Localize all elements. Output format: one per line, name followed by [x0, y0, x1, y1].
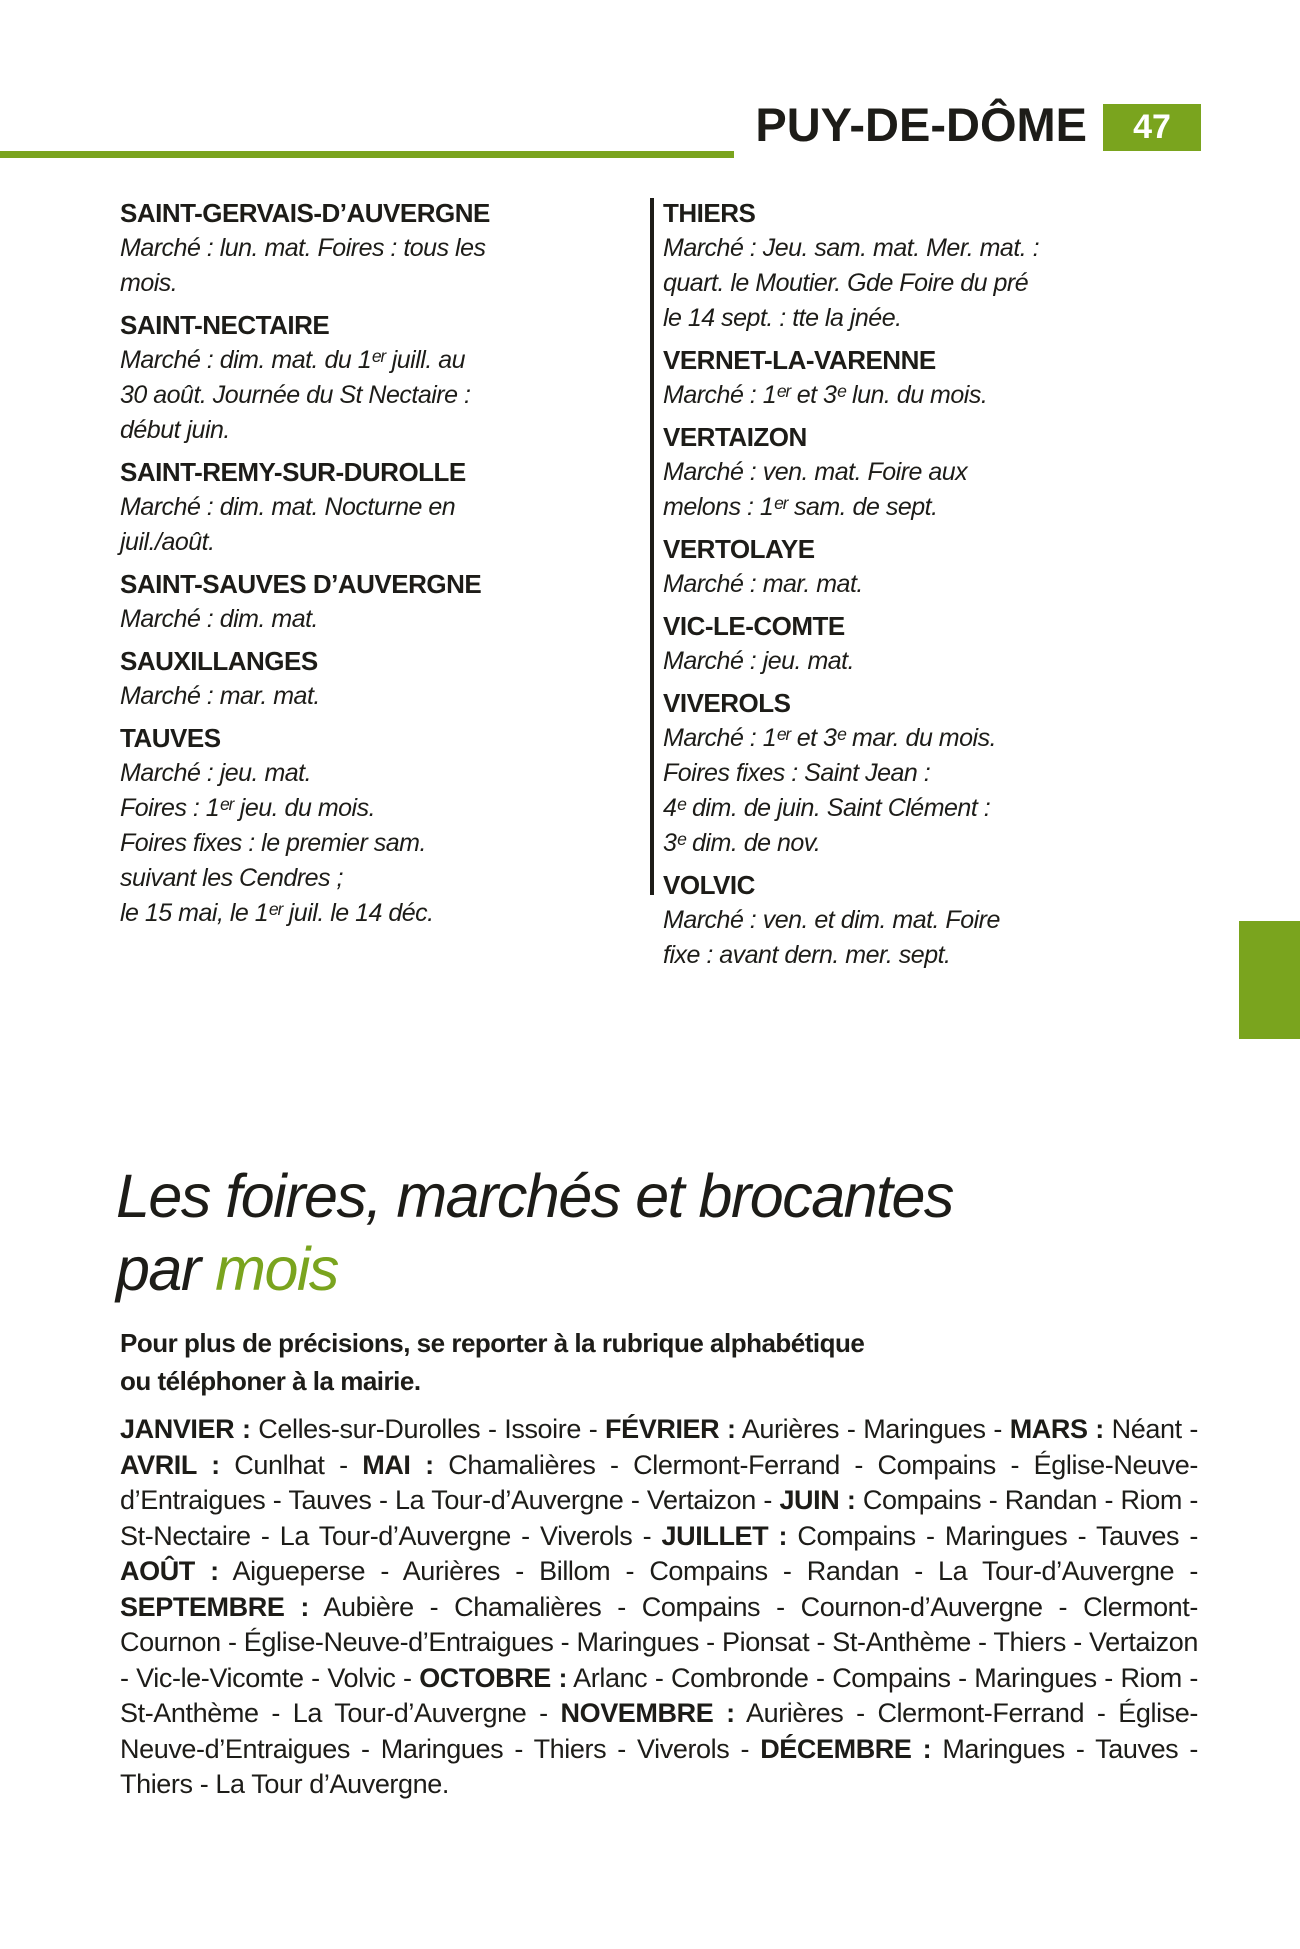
town-name: SAINT-GERVAIS-D’AUVERGNE	[120, 198, 490, 228]
month-label: OCTOBRE :	[419, 1662, 568, 1693]
section-note-line2: ou téléphoner à la mairie.	[120, 1366, 421, 1396]
section-note	[120, 1324, 864, 1400]
town-info-line: 3ᵉ dim. de nov.	[663, 829, 821, 857]
section-heading-line1: Les foires, marchés et brocantes	[116, 1162, 953, 1230]
town-name: VERTAIZON	[663, 422, 807, 452]
town-info-line: Marché : Jeu. sam. mat. Mer. mat. :	[663, 234, 1040, 262]
town-info-line: Marché : ven. et dim. mat. Foire	[663, 906, 1000, 934]
column-divider	[650, 198, 654, 895]
section-note-line1: Pour plus de précisions, se reporter à la rubrique alphabétique	[120, 1328, 865, 1358]
town-info-line: Marché : mar. mat.	[663, 570, 863, 598]
town-name: SAINT-REMY-SUR-DUROLLE	[120, 457, 466, 487]
town-info-line: Foires : 1ᵉʳ jeu. du mois.	[120, 794, 376, 822]
town-entry	[663, 686, 1183, 861]
town-info-line: fixe : avant dern. mer. sept.	[663, 941, 951, 969]
town-entry	[120, 196, 640, 301]
town-info-line: Foires fixes : le premier sam.	[120, 829, 426, 857]
town-info-line: Marché : jeu. mat.	[120, 759, 312, 787]
town-name: SAINT-SAUVES D’AUVERGNE	[120, 569, 482, 599]
month-label: JANVIER :	[120, 1414, 251, 1444]
town-info-line: Marché : mar. mat.	[120, 682, 320, 710]
town-entry	[120, 644, 640, 714]
town-entry	[120, 721, 640, 931]
town-name: VOLVIC	[663, 870, 755, 900]
town-info-line: Marché : dim. mat. du 1ᵉʳ juill. au	[120, 346, 466, 374]
town-name: VIC-LE-COMTE	[663, 611, 845, 641]
town-entry	[663, 343, 1183, 413]
town-info-line: Marché : 1ᵉʳ et 3ᵉ lun. du mois.	[663, 381, 988, 409]
town-name: VERTOLAYE	[663, 534, 815, 564]
town-info-line: le 14 sept. : tte la jnée.	[663, 304, 902, 332]
town-info-line: début juin.	[120, 416, 230, 444]
month-label: JUILLET :	[661, 1520, 788, 1551]
town-entry	[120, 308, 640, 448]
month-label: AVRIL :	[120, 1449, 220, 1480]
town-info-line: le 15 mai, le 1ᵉʳ juil. le 14 déc.	[120, 899, 434, 927]
directory-column-left	[120, 196, 640, 931]
town-info-line: suivant les Cendres ;	[120, 864, 343, 892]
town-entry	[663, 420, 1183, 525]
town-info-line: 4ᵉ dim. de juin. Saint Clément :	[663, 794, 991, 822]
section-heading	[116, 1160, 953, 1306]
town-info-line: 30 août. Journée du St Nectaire :	[120, 381, 471, 409]
month-label: SEPTEMBRE :	[120, 1591, 309, 1622]
header-rule	[0, 151, 734, 158]
town-info-line: Marché : jeu. mat.	[663, 647, 855, 675]
town-info-line: Marché : lun. mat. Foires : tous les	[120, 234, 486, 262]
month-label: MARS :	[1009, 1414, 1104, 1444]
page-number: 47	[1133, 108, 1171, 146]
town-info-line: juil./août.	[120, 528, 215, 556]
month-label: DÉCEMBRE :	[760, 1733, 932, 1764]
green-margin-block	[1239, 921, 1300, 1039]
town-name: VERNET-LA-VARENNE	[663, 345, 936, 375]
section-heading-line2-highlight: mois	[215, 1235, 338, 1303]
section-heading-line2-prefix: par	[116, 1235, 216, 1303]
months-paragraph: JANVIER : Celles-sur-Durolles - Issoire - FÉVRIER : Aurières - Maringues - MARS : Néant - AVRIL : Cunlhat - MAI : Chamalières - Clermont-Ferrand - Compains - Église-Neuve-d’Entraigues - Tauves - La Tour-d’Auvergne - Vertaizon - JUIN : Compains - Randan - Riom - St-Nectaire - La Tour-d’Auvergne - Viverols - JUILLET : Compains - Maringues - Tauves - AOÛT : Aigueperse - Aurières - Billom - Compains - Randan - La Tour-d’Auvergne - SEPTEMBRE : Aubière - Chamalières - Compains - Cournon-d’Auvergne - Clermont-Cournon - Église-Neuve-d’Entraigues - Maringues - Pionsat - St-Anthème - Thiers - Vertaizon - Vic-le-Vicomte - Volvic - OCTOBRE : Arlanc - Combronde - Compains - Maringues - Riom - St-Anthème - La Tour-d’Auvergne - NOVEMBRE : Aurières - Clermont-Ferrand - Église-Neuve-d’Entraigues - Maringues - Thiers - Viverols - DÉCEMBRE : Maringues - Tauves - Thiers - La Tour d’Auvergne.	[120, 1414, 1199, 1799]
town-entry	[663, 868, 1183, 973]
section-heading-line2	[116, 1233, 953, 1306]
town-info-line: mois.	[120, 269, 178, 297]
month-label: MAI :	[362, 1449, 434, 1480]
page-title: PUY-DE-DÔME	[755, 98, 1087, 151]
town-info-line: Foires fixes : Saint Jean :	[663, 759, 931, 787]
town-info-line: Marché : 1ᵉʳ et 3ᵉ mar. du mois.	[663, 724, 997, 752]
town-info-line: Marché : dim. mat.	[120, 605, 318, 633]
town-entry	[120, 455, 640, 560]
town-info-line: melons : 1ᵉʳ sam. de sept.	[663, 493, 938, 521]
month-label: NOVEMBRE :	[560, 1698, 735, 1728]
town-name: TAUVES	[120, 723, 221, 753]
town-name: SAUXILLANGES	[120, 646, 318, 676]
town-name: VIVEROLS	[663, 688, 791, 718]
town-entry	[120, 567, 640, 637]
town-name: THIERS	[663, 198, 756, 228]
page-number-badge	[1103, 104, 1201, 151]
town-info-line: quart. le Moutier. Gde Foire du pré	[663, 269, 1029, 297]
month-label: FÉVRIER :	[605, 1414, 736, 1444]
town-name: SAINT-NECTAIRE	[120, 310, 330, 340]
town-info-line: Marché : ven. mat. Foire aux	[663, 458, 968, 486]
town-entry	[663, 609, 1183, 679]
month-label: JUIN :	[779, 1485, 856, 1515]
month-label: AOÛT :	[120, 1556, 219, 1586]
directory-column-right	[663, 196, 1183, 973]
town-entry	[663, 196, 1183, 336]
town-entry	[663, 532, 1183, 602]
town-info-line: Marché : dim. mat. Nocturne en	[120, 493, 456, 521]
